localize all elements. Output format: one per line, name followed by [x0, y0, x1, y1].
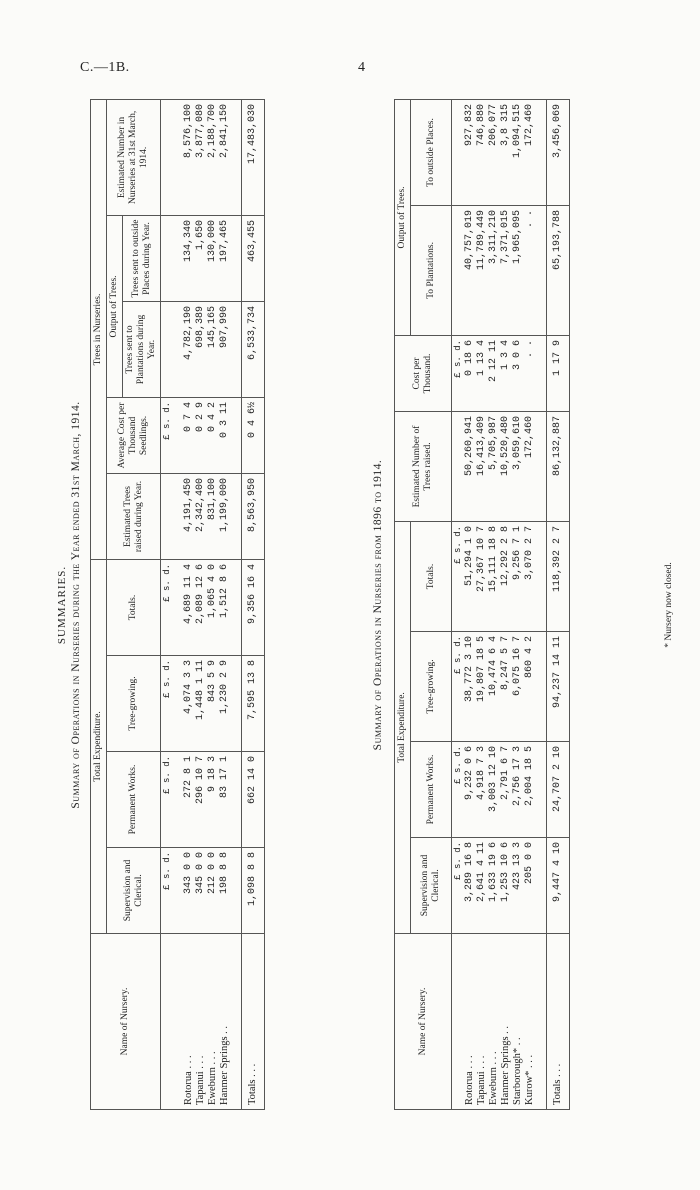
total-supervision: 9,447 4 10 — [547, 838, 570, 934]
cell-plantations: 1,965,095 — [512, 205, 524, 335]
nursery-name: Tapanui — [195, 1071, 206, 1105]
cell-cost: 0 18 6 — [464, 335, 476, 411]
cell-treegrowing: 1,448 1 11 — [195, 656, 207, 752]
leader-dots: . . . — [183, 1055, 194, 1069]
totals-label: Totals — [552, 1079, 563, 1105]
leader-dots: . . — [512, 1037, 523, 1046]
col-totals-header: Totals. — [107, 559, 161, 655]
cell-supervision: 198 8 8 — [219, 848, 242, 934]
cell-estimated: 10,520,480 — [500, 411, 512, 521]
page-number: 4 — [358, 60, 365, 75]
cell-estimated: 16,413,409 — [476, 411, 488, 521]
cell-treegrowing: 38,772 3 10 — [464, 632, 476, 742]
cell-number: 2,188,700 — [207, 99, 219, 215]
cell-supervision: 1,633 19 6 — [488, 838, 500, 934]
col-cost-header: Cost per Thousand. — [395, 335, 452, 411]
cell-plantations: 698,389 — [195, 301, 207, 397]
total-plantations: 65,193,788 — [547, 205, 570, 335]
cell-totals: 51,294 1 0 — [464, 521, 476, 631]
total-avg-cost: 0 4 6½ — [242, 397, 265, 473]
cell-raised: 831,100 — [207, 473, 219, 559]
leader-dots: . . . — [464, 1055, 475, 1069]
total-supervision: 1,098 8 8 — [242, 848, 265, 934]
total-totals: 9,356 16 4 — [242, 559, 265, 655]
cell-treegrowing: 4,074 3 3 — [173, 656, 195, 752]
nursery-name: Hanmer Springs — [219, 1036, 230, 1105]
unit-label: £ s. d. — [161, 559, 174, 655]
cell-cost: 1 13 4 — [476, 335, 488, 411]
totals-row — [547, 99, 570, 1109]
unit-label: £ s. d. — [161, 656, 174, 752]
cell-plantations: . . — [524, 205, 547, 335]
cell-treegrowing: 6,075 16 7 — [512, 632, 524, 742]
nursery-name: Starborough* — [512, 1047, 523, 1105]
table-row — [219, 99, 242, 1109]
cell-plantations: 145,165 — [207, 301, 219, 397]
cell-treegrowing: 10,474 6 4 — [488, 632, 500, 742]
leader-dots: . . . — [207, 1051, 218, 1065]
unit-label: £ s. d. — [161, 848, 174, 934]
table-row — [476, 99, 488, 1109]
cell-permanent: 9 18 3 — [207, 752, 219, 848]
table1 — [90, 99, 265, 1110]
col-treegrowing-header: Tree-growing. — [107, 656, 161, 752]
cell-number: 8,576,100 — [173, 99, 195, 215]
cell-totals: 2,089 12 6 — [195, 559, 207, 655]
table-row — [195, 99, 207, 1109]
unit-label: £ s. d. — [452, 521, 465, 631]
total-expenditure-header: Total Expenditure. — [91, 559, 107, 933]
total-outside: 463,455 — [242, 215, 265, 301]
nursery-name: Eweburn — [488, 1067, 499, 1105]
col-estimated-header: Estimated Number of Trees raised. — [395, 411, 452, 521]
nursery-name: Kurow* — [524, 1070, 535, 1105]
col-treegrowing-header: Tree-growing. — [411, 632, 452, 742]
nursery-name: Hanmer Springs — [500, 1036, 511, 1105]
cell-outside: 1,094,515 — [512, 99, 524, 205]
cell-permanent: 4,918 7 3 — [476, 742, 488, 838]
cell-plantations: 11,789,449 — [476, 205, 488, 335]
col-estimated-raised-header: Estimated Trees raised during Year. — [107, 473, 161, 559]
leader-dots: . . . — [524, 1054, 535, 1068]
cell-totals: 15,111 18 8 — [488, 521, 500, 631]
total-plantations: 6,533,734 — [242, 301, 265, 397]
col-name-header: Name of Nursery. — [395, 934, 452, 1110]
total-outside: 3,456,069 — [547, 99, 570, 205]
cell-totals: 12,292 2 8 — [500, 521, 512, 631]
cell-treegrowing: 8,247 5 7 — [500, 632, 512, 742]
footnote: * Nursery now closed. — [664, 562, 674, 648]
unit-label: £ s. d. — [452, 632, 465, 742]
cell-permanent: 272 8 1 — [173, 752, 195, 848]
cell-cost: 2 12 11 — [488, 335, 500, 411]
table-row — [488, 99, 500, 1109]
unit-label: £ s. d. — [452, 335, 465, 411]
cell-permanent: 83 17 1 — [219, 752, 242, 848]
table-row — [464, 99, 476, 1109]
nursery-name: Rotorua — [464, 1071, 475, 1105]
summaries-heading: SUMMARIES. — [56, 565, 68, 645]
cell-avg-cost: 0 2 9 — [195, 397, 207, 473]
cell-totals: 27,367 10 7 — [476, 521, 488, 631]
col-name-header: Name of Nursery. — [91, 934, 161, 1110]
cell-permanent: 2,756 17 3 — [512, 742, 524, 838]
unit-label: £ s. d. — [452, 742, 465, 838]
total-permanent: 24,707 2 10 — [547, 742, 570, 838]
unit-label: £ s. d. — [161, 752, 174, 848]
table-row — [173, 99, 195, 1109]
total-raised: 8,563,950 — [242, 473, 265, 559]
cell-totals: 4,689 11 4 — [173, 559, 195, 655]
cell-cost: 3 0 6 — [512, 335, 524, 411]
nursery-name: Eweburn — [207, 1067, 218, 1105]
cell-supervision: 212 0 0 — [207, 848, 219, 934]
cell-avg-cost: 0 3 11 — [219, 397, 242, 473]
table-row — [512, 99, 524, 1109]
cell-totals: 9,256 7 1 — [512, 521, 524, 631]
output-of-trees-header: Output of Trees. — [107, 215, 123, 397]
trees-in-nurseries-header: Trees in Nurseries. — [91, 99, 107, 559]
leader-dots: . . . — [476, 1055, 487, 1069]
nursery-name: Tapanui — [476, 1071, 487, 1105]
cell-cost: . . — [524, 335, 547, 411]
cell-permanent: 9,232 0 6 — [464, 742, 476, 838]
col-supervision-header: Supervision and Clerical. — [411, 838, 452, 934]
cell-outside: 3,8 315 — [500, 99, 512, 205]
totals-label: Totals — [247, 1079, 258, 1105]
cell-number: 3,877,080 — [195, 99, 207, 215]
cell-permanent: 2,004 18 5 — [524, 742, 547, 838]
cell-outside: 197,465 — [219, 215, 242, 301]
cell-outside: 1,650 — [195, 215, 207, 301]
cell-plantations: 3,311,210 — [488, 205, 500, 335]
cell-raised: 1,199,000 — [219, 473, 242, 559]
cell-plantations: 907,990 — [219, 301, 242, 397]
output-of-trees-header: Output of Trees. — [395, 99, 411, 335]
total-number: 17,483,030 — [242, 99, 265, 215]
leader-dots: . . . — [195, 1055, 206, 1069]
col-sent-plantations-header: Trees sent to Plantations during Year. — [123, 301, 161, 397]
cell-treegrowing: 1,230 2 9 — [219, 656, 242, 752]
cell-avg-cost: 0 7 4 — [173, 397, 195, 473]
col-estimated-number-header: Estimated Number in Nurseries at 31st March, 1914. — [107, 99, 161, 215]
cell-supervision: 343 0 0 — [173, 848, 195, 934]
cell-totals: 1,065 4 0 — [207, 559, 219, 655]
total-permanent: 662 14 0 — [242, 752, 265, 848]
cell-supervision: 423 13 3 — [512, 838, 524, 934]
col-outside-header: To outside Places. — [411, 99, 452, 205]
cell-cost: 1 3 4 — [500, 335, 512, 411]
total-expenditure-header: Total Expenditure. — [395, 521, 411, 933]
table-row — [524, 99, 547, 1109]
total-totals: 118,392 2 7 — [547, 521, 570, 631]
cell-totals: 3,070 2 7 — [524, 521, 547, 631]
cell-permanent: 3,003 12 10 — [488, 742, 500, 838]
cell-raised: 4,191,450 — [173, 473, 195, 559]
landscape-content — [50, 100, 680, 1110]
cell-avg-cost: 0 4 2 — [207, 397, 219, 473]
page-code: C.—1B. — [80, 60, 130, 75]
cell-raised: 2,342,400 — [195, 473, 207, 559]
cell-permanent: 296 10 7 — [195, 752, 207, 848]
col-permanent-header: Permanent Works. — [107, 752, 161, 848]
cell-totals: 1,512 8 6 — [219, 559, 242, 655]
cell-estimated: 172,460 — [524, 411, 547, 521]
cell-supervision: 1,253 10 6 — [500, 838, 512, 934]
col-plantations-header: To Plantations. — [411, 205, 452, 335]
total-estimated: 86,132,887 — [547, 411, 570, 521]
table2 — [394, 99, 570, 1110]
cell-outside: 134,340 — [173, 215, 195, 301]
cell-estimated: 5,705,987 — [488, 411, 500, 521]
cell-number: 2,841,150 — [219, 99, 242, 215]
cell-plantations: 7,371,015 — [500, 205, 512, 335]
cell-supervision: 345 0 0 — [195, 848, 207, 934]
cell-outside: 206,077 — [488, 99, 500, 205]
totals-row — [242, 99, 265, 1109]
cell-treegrowing: 843 5 9 — [207, 656, 219, 752]
leader-dots: . . . — [552, 1063, 563, 1077]
unit-label: £ s. d. — [161, 397, 174, 473]
cell-treegrowing: 19,807 18 5 — [476, 632, 488, 742]
total-treegrowing: 94,237 14 11 — [547, 632, 570, 742]
leader-dots: . . — [500, 1025, 511, 1034]
col-permanent-header: Permanent Works. — [411, 742, 452, 838]
cell-outside: 130,000 — [207, 215, 219, 301]
total-treegrowing: 7,595 13 8 — [242, 656, 265, 752]
table1-title: Summary of Operations in Nurseries during the Year ended 31st March, 1914. — [70, 401, 82, 809]
total-cost: 1 17 9 — [547, 335, 570, 411]
table-row — [207, 99, 219, 1109]
leader-dots: . . . — [247, 1063, 258, 1077]
col-totals-header: Totals. — [411, 521, 452, 631]
cell-supervision: 2,641 4 11 — [476, 838, 488, 934]
leader-dots: . . . — [488, 1051, 499, 1065]
unit-label: £ s. d. — [452, 838, 465, 934]
cell-permanent: 2,791 6 7 — [500, 742, 512, 838]
leader-dots: . . — [219, 1025, 230, 1034]
cell-outside: 746,880 — [476, 99, 488, 205]
cell-supervision: 205 0 0 — [524, 838, 547, 934]
table-row — [500, 99, 512, 1109]
cell-estimated: 50,260,941 — [464, 411, 476, 521]
cell-estimated: 3,059,610 — [512, 411, 524, 521]
table2-title: Summary of Operations in Nurseries from 1896 to 1914. — [372, 459, 384, 751]
cell-outside: 927,832 — [464, 99, 476, 205]
col-average-cost-header: Average Cost per Thousand Seedlings. — [107, 397, 161, 473]
cell-supervision: 3,289 16 8 — [464, 838, 476, 934]
cell-treegrowing: 860 4 2 — [524, 632, 547, 742]
col-sent-outside-header: Trees sent to outside Places during Year. — [123, 215, 161, 301]
cell-outside: 172,460 — [524, 99, 547, 205]
col-supervision-header: Supervision and Clerical. — [107, 848, 161, 934]
cell-plantations: 40,757,019 — [464, 205, 476, 335]
nursery-name: Rotorua — [183, 1071, 194, 1105]
cell-plantations: 4,782,190 — [173, 301, 195, 397]
